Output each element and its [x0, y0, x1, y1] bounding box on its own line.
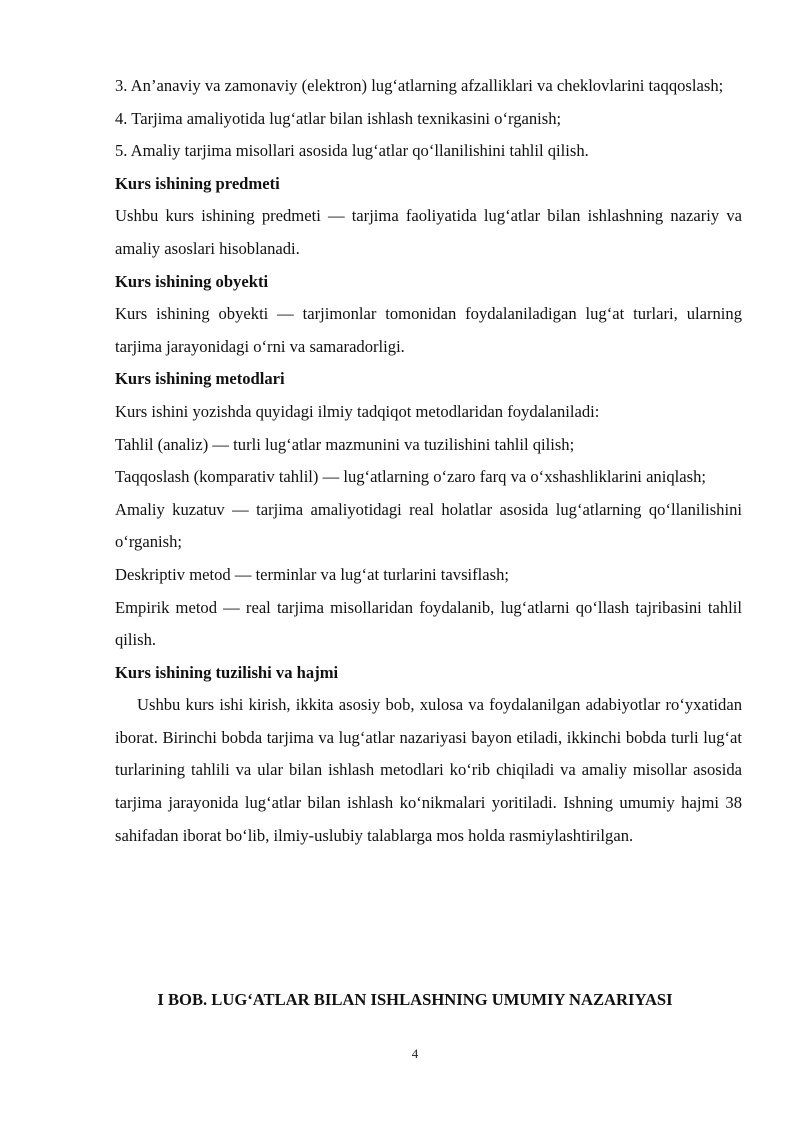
paragraph-object: Kurs ishining obyekti — tarjimonlar tomonidan foydalaniladigan lug‘at turlari, ularning tarjima jarayonidagi o‘rni va samaradorligi. [115, 304, 742, 356]
heading-object: Kurs ishining obyekti [115, 271, 269, 291]
paragraph-methods-intro: Kurs ishini yozishda quyidagi ilmiy tadqiqot metodlaridan foydalaniladi: [115, 401, 600, 421]
paragraph-method-observation: Amaliy kuzatuv — tarjima amaliyotidagi real holatlar asosida lug‘atlarning qo‘llanilishini o‘rganish; [115, 499, 742, 552]
paragraph-subject: Ushbu kurs ishining predmeti — tarjima faoliyatida lug‘atlar bilan ishlashning nazariy va amaliy asoslari hisoblanadi. [115, 206, 742, 258]
heading-structure: Kurs ishining tuzilishi va hajmi [115, 662, 339, 682]
chapter-title: I BOB. LUG‘ATLAR BILAN ISHLASHNING UMUMIY NAZARIYASI [157, 990, 673, 1009]
paragraph-method-analysis: Tahlil (analiz) — turli lug‘atlar mazmunini va tuzilishini tahlil qilish; [115, 434, 575, 454]
paragraph-objective-3: 3. An’anaviy va zamonaviy (elektron) lug‘atlarning afzalliklari va cheklovlarini taqqoslash; [115, 76, 724, 95]
paragraph-objective-4: 4. Tarjima amaliyotida lug‘atlar bilan ishlash texnikasini o‘rganish; [115, 108, 562, 128]
page-number: 4 [411, 1046, 419, 1061]
paragraph-method-descriptive: Deskriptiv metod — terminlar va lug‘at turlarini tavsiflash; [115, 564, 510, 584]
paragraph-objective-5: 5. Amaliy tarjima misollari asosida lug‘atlar qo‘llanilishini tahlil qilish. [115, 141, 589, 161]
heading-methods: Kurs ishining metodlari [115, 369, 285, 389]
document-body [115, 70, 742, 852]
paragraph-structure: Ushbu kurs ishi kirish, ikkita asosiy bob, xulosa va foydalanilgan adabiyotlar ro‘yxatidan iborat. Birinchi bobda tarjima va lug‘atlar nazariyasi bayon etiladi, ikkinchi bobda turli lug‘at turlarining tahlili va ular bilan ishlash metodlari ko‘rib chiqiladi va amaliy misollar asosida tarjima jarayonida lug‘atlar bilan ishlash ko‘nikmalari yoritiladi. Ishning umumiy hajmi 38 sahifadan iborat bo‘lib, ilmiy-uslubiy talablarga mos holda rasmiylashtirilgan. [115, 695, 742, 845]
paragraph-method-empirical: Empirik metod — real tarjima misollaridan foydalanib, lug‘atlarni qo‘llash tajribasini tahlil qilish. [115, 597, 742, 650]
paragraph-method-comparison: Taqqoslash (komparativ tahlil) — lug‘atlarning o‘zaro farq va o‘xshashliklarini aniqlash; [115, 467, 706, 487]
heading-subject: Kurs ishining predmeti [115, 173, 280, 193]
